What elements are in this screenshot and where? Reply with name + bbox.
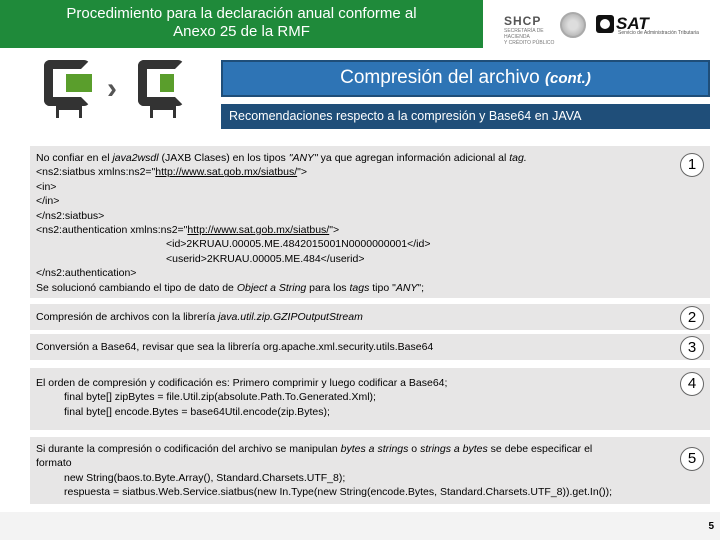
sat-logo-sub: Servicio de Administración Tributaria <box>618 30 699 36</box>
header-banner <box>0 0 483 48</box>
item1-code1: <ns2:siatbus xmlns:ns2="http://www.sat.gob.mx/siatbus/"> <box>36 166 307 179</box>
item5-line1: Si durante la compresión o codificación del archivo se manipulan bytes a strings o strings a bytes se debe especificar el <box>36 443 593 455</box>
item3-text: Conversión a Base64, revisar que sea la librería org.apache.xml.security.utils.Base64 <box>36 341 434 353</box>
sat-mark-icon <box>596 15 614 33</box>
shcp-logo <box>504 14 556 44</box>
item1-code6: <id>2KRUAU.00005.ME.4842015001N0000000001</id> <box>166 238 431 251</box>
item4-line2: final byte[] zipBytes = file.Util.zip(absolute.Path.To.Generated.Xml); <box>64 391 376 404</box>
item1-code7: <userid>2KRUAU.00005.ME.484</userid> <box>166 252 365 265</box>
item-number-badge: 4 <box>680 372 704 396</box>
item2-library: java.util.zip.GZIPOutputStream <box>218 311 363 323</box>
item-number-badge: 3 <box>680 336 704 360</box>
siatbus-link[interactable]: http://www.sat.gob.mx/siatbus/ <box>187 224 330 237</box>
footer-bar <box>0 512 720 540</box>
page-number: 5 <box>708 521 714 532</box>
compression-icons <box>38 54 203 128</box>
header-title-line1: Procedimiento para la declaración anual conforme al <box>66 5 417 22</box>
shcp-logo-sub1: SECRETARÍA DE HACIENDA <box>504 28 544 40</box>
national-seal-icon <box>560 12 586 38</box>
page-title-suffix: (cont.) <box>545 70 591 87</box>
item5-line2: formato <box>36 457 72 470</box>
item5-line4: respuesta = siatbus.Web.Service.siatbus(new In.Type(new String(encode.Bytes, Standard.Charsets.UTF_8)).get.In()); <box>64 486 613 499</box>
page-title-main: Compresión del archivo <box>340 67 546 88</box>
item-number-badge: 5 <box>680 447 704 471</box>
list-item <box>30 437 710 504</box>
item2-text: Compresión de archivos con la librería <box>36 311 219 323</box>
item1-code5: <ns2:authentication xmlns:ns2="http://www.sat.gob.mx/siatbus/"> <box>36 224 340 237</box>
item4-line1: El orden de compresión y codificación es: Primero comprimir y luego codificar a Base64; <box>36 377 448 389</box>
item-number-badge: 1 <box>680 153 704 177</box>
shcp-logo-sub2: Y CRÉDITO PÚBLICO <box>504 40 555 46</box>
header-title-line2: Anexo 25 de la RMF <box>173 23 310 40</box>
list-item <box>30 146 710 298</box>
item1-code3: </in> <box>36 195 60 208</box>
chevron-right-icon: › <box>107 72 117 105</box>
item4-line3: final byte[] encode.Bytes = base64Util.encode(zip.Bytes); <box>64 405 330 418</box>
sat-logo-text: SAT <box>616 14 649 33</box>
siatbus-link[interactable]: http://www.sat.gob.mx/siatbus/ <box>155 166 298 179</box>
page-title <box>221 60 710 97</box>
compress-clamp-icon <box>138 60 188 118</box>
list-item <box>30 334 710 360</box>
section-subtitle: Recomendaciones respecto a la compresión y Base64 en JAVA <box>221 104 710 129</box>
item1-code2: <in> <box>36 180 57 193</box>
shcp-logo-text: SHCP <box>504 14 542 28</box>
item-number-badge: 2 <box>680 306 704 330</box>
compress-clamp-icon <box>44 60 94 118</box>
list-item <box>30 368 710 430</box>
item5-line3: new String(baos.to.Byte.Array(), Standard.Charsets.UTF_8); <box>64 471 346 484</box>
list-item <box>30 304 710 330</box>
sat-logo <box>596 14 706 40</box>
item1-intro: No confiar en el java2wsdl (JAXB Clases) en los tipos "ANY" ya que agregan información adicional al tag. <box>36 152 527 164</box>
item1-code8: </ns2:authentication> <box>36 267 137 280</box>
item1-outro: Se solucionó cambiando el tipo de dato de Object a String para los tags tipo "ANY"; <box>36 281 425 294</box>
item1-code4: </ns2:siatbus> <box>36 209 105 222</box>
